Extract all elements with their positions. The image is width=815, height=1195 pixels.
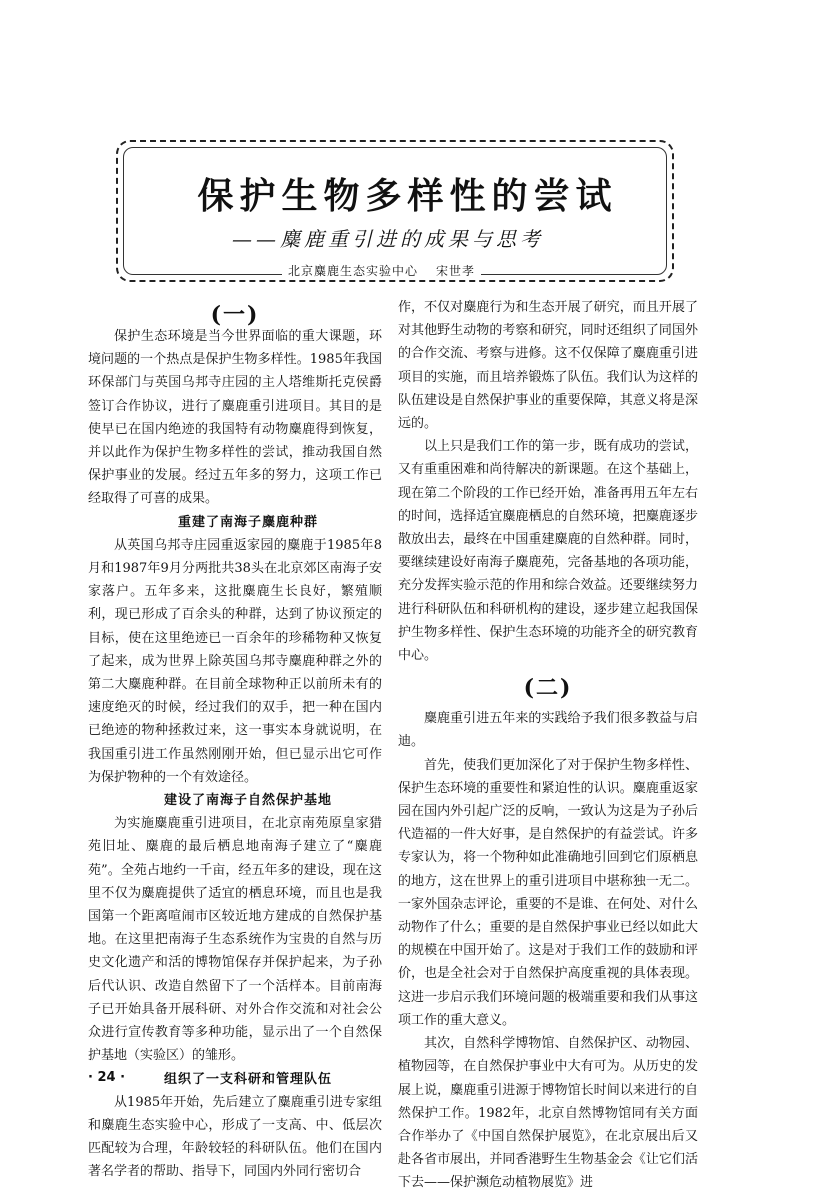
- paragraph: 以上只是我们工作的第一步，既有成功的尝试，又有重重困难和尚待解决的新课题。在这个基础上，现在第二个阶段的工作已经开始，准备再用五年左右的时间，选择适宜麋鹿栖息的自然环境，把麋鹿逐步散放出去，最终在中国重建麋鹿的自然种群。同时，要继续建设好南海子麋鹿苑，完备基地的各项功能，充分发挥实验示范的作用和综合效益。还要继续努力进行科研队伍和科研机构的建设，逐步建立起我国保护生物多样性、保护生态环境的功能齐全的研究教育中心。: [398, 439, 698, 664]
- institution: 北京麋鹿生态实验中心: [288, 264, 419, 278]
- paragraph: 保护生态环境是当今世界面临的重大课题，环境问题的一个热点是保护生物多样性。1985年我国环保部门与英国乌邦寺庄园的主人塔维斯托克侯爵签订合作协议，进行了麋鹿重引进项目。其目的是使早已在国内绝迹的我国特有动物麋鹿得到恢复，并以此作为保护生物多样性的尝试，推动我国自然保护事业的发展。经过五年多的努力，这项工作已经取得了可喜的成果。: [88, 329, 382, 507]
- paragraph: 其次，自然科学博物馆、自然保护区、动物园、植物园等，在自然保护事业中大有可为。从历史的发展上说，麋鹿重引进源于博物馆长时间以来进行的自然保护工作。1982年，北京自然博物馆同有关方面合作举办了《中国自然保护展览》，在北京展出后又赴各省市展出，并同香港野生生物基金会《让它们活下去——保护濒危动植物展览》进: [398, 1036, 698, 1191]
- left-column: [88, 325, 382, 1184]
- page-number: · 24 ·: [88, 1070, 126, 1085]
- byline: [282, 262, 481, 279]
- article-title: 保护生物多样性的尝试: [197, 175, 618, 217]
- subheading: 组织了一支科研和管理队伍: [163, 1071, 332, 1087]
- section-heading-two: (二): [523, 675, 573, 702]
- paragraph: 作，不仅对麋鹿行为和生态开展了研究，而且开展了对其他野生动物的考察和研究，同时还组织了同国外的合作交流、考察与进修。这不仅保障了麋鹿重引进项目的实施，而且培养锻炼了队伍。我们认为这样的队伍建设是自然保护事业的重要保障，其意义将是深远的。: [398, 300, 698, 432]
- paragraph: 麋鹿重引进五年来的实践给予我们很多教益与启迪。: [398, 711, 698, 750]
- paragraph: 从1985年开始，先后建立了麋鹿重引进专家组和麋鹿生态实验中心，形成了一支高、中、低层次匹配较为合理，年龄较轻的科研队伍。他们在国内著名学者的帮助、指导下，同国内外同行密切合: [88, 1094, 382, 1180]
- subheading: 重建了南海子麋鹿种群: [177, 514, 318, 530]
- subheading: 建设了南海子自然保护基地: [163, 793, 332, 809]
- right-column: [398, 296, 698, 1195]
- author: 宋世孝: [436, 264, 476, 278]
- paragraph: 首先，使我们更加深化了对于保护生物多样性、保护生态环境的重要性和紧迫性的认识。麋鹿重返家园在国内外引起广泛的反响，一致认为这是为子孙后代造福的一件大好事，是自然保护的有益尝试。许多专家认为，将一个物种如此准确地引回到它们原栖息的地方，这在世界上的重引进项目中堪称独一无二。一家外国杂志评论，重要的不是谁、在何处、对什么动物作了什么；重要的是自然保护事业已经以如此大的规模在中国开始了。这是对于我们工作的鼓励和评价，也是全社会对于自然保护高度重视的具体表现。这进一步启示我们环境问题的极端重要和我们从事这项工作的重大意义。: [398, 757, 698, 1028]
- paragraph: 从英国乌邦寺庄园重返家园的麋鹿于1985年8月和1987年9月分两批共38头在北京郊区南海子安家落户。五年多来，这批麋鹿生长良好，繁殖顺利，现已形成了百余头的种群，达到了协议预定的目标，使在这里绝迹已一百余年的珍稀物种又恢复了起来，成为世界上除英国乌邦寺麋鹿种群之外的第二大麋鹿种群。在目前全球物种正以前所未有的速度绝灭的时候，经过我们的双手，把一种在国内已绝迹的物种拯救过来，这一事实本身就说明，在我国重引进工作虽然刚刚开始，但已显示出它可作为保护物种的一个有效途径。: [88, 537, 382, 785]
- paragraph: 为实施麋鹿重引进项目，在北京南苑原皇家猎苑旧址、麋鹿的最后栖息地南海子建立了“麋鹿苑”。全苑占地约一千亩，经五年多的建设，现在这里不仅为麋鹿提供了适宜的栖息环境，而且也是我国第一个距离喧闹市区较近地方建成的自然保护基地。在这里把南海子生态系统作为宝贵的自然与历史文化遗产和活的博物馆保存并保护起来，为子孙后代认识、改造自然留下了一个活样本。目前南海子已开始具备开展科研、对外合作交流和对社会公众进行宣传教育等多种功能，显示出了一个自然保护基地（实验区）的雏形。: [88, 816, 382, 1064]
- article-subtitle: ——麋鹿重引进的成果与思考: [232, 227, 544, 251]
- section-heading-one: (一): [210, 302, 260, 328]
